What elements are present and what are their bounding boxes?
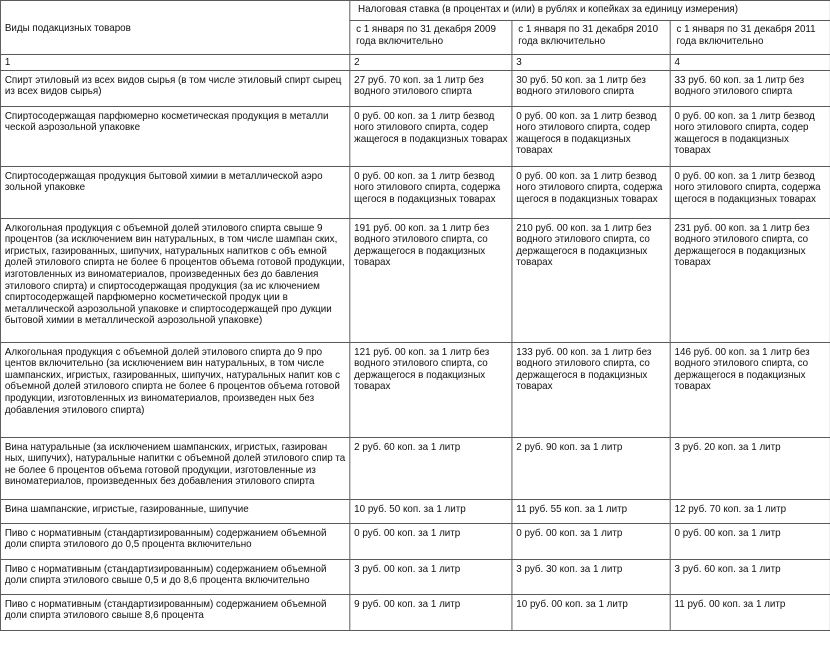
- table-row: [0, 106, 830, 166]
- table-row: [0, 559, 830, 594]
- goods-kind-cell: Пиво с нормативным (стандартизированным) содержанием объемной доли спирта этилового до 0,5 процента включительно: [0, 523, 349, 559]
- rate-cell: 121 руб. 00 коп. за 1 литр без водного этилового спирта, со держащегося в подакцизных товарах: [350, 342, 512, 437]
- rate-cell: 27 руб. 70 коп. за 1 литр без водного этилового спирта: [350, 70, 512, 106]
- rate-cell: 0 руб. 00 коп. за 1 литр безвод ного этилового спирта, содержа щегося в подакцизных товарах: [350, 166, 512, 218]
- rate-cell: 11 руб. 00 коп. за 1 литр: [670, 594, 830, 630]
- rate-cell: 133 руб. 00 коп. за 1 литр без водного этилового спирта, со держащегося в подакцизных товарах: [512, 342, 670, 437]
- rate-cell: 0 руб. 00 коп. за 1 литр: [350, 523, 512, 559]
- rate-cell: 2 руб. 60 коп. за 1 литр: [350, 437, 512, 499]
- rate-cell: 10 руб. 50 коп. за 1 литр: [350, 499, 512, 523]
- rate-cell: 12 руб. 70 коп. за 1 литр: [670, 499, 830, 523]
- rate-cell: 191 руб. 00 коп. за 1 литр без водного этилового спирта, со держащегося в подакцизных товарах: [350, 218, 512, 342]
- goods-kind-cell: Пиво с нормативным (стандартизированным) содержанием объемной доли спирта этилового свыше 0,5 и до 8,6 процента включительно: [0, 559, 349, 594]
- rate-cell: 0 руб. 00 коп. за 1 литр безвод ного этилового спирта, содер жащегося в подакцизных товарах: [670, 106, 830, 166]
- goods-kind-cell: Спиртосодержащая продукция бытовой химии в металлической аэро зольной упаковке: [0, 166, 349, 218]
- goods-kind-cell: Спирт этиловый из всех видов сырья (в том числе этиловый спирт сырец из всех видов сырья): [0, 70, 349, 106]
- rate-cell: 0 руб. 00 коп. за 1 литр: [512, 523, 670, 559]
- rate-cell: 231 руб. 00 коп. за 1 литр без водного этилового спирта, со держащегося в подакцизных товарах: [670, 218, 830, 342]
- table-row: [0, 594, 830, 630]
- goods-kind-cell: Алкогольная продукция с объемной долей этилового спирта до 9 про центов включительно (за исключением вин натуральных, в том числе шампанских, игристых, газированных, шипучих, натуральных напит ков с объемной долей этилового спирта не более 6 процентов объема готовой продукции, изготовленных из виноматериалов, произведен ных без добавления этилового спирта): [0, 342, 349, 437]
- rate-cell: 3 руб. 30 коп. за 1 литр: [512, 559, 670, 594]
- rate-cell: 0 руб. 00 коп. за 1 литр безвод ного этилового спирта, содержа щегося в подакцизных товарах: [670, 166, 830, 218]
- goods-kind-cell: Вина шампанские, игристые, газированные, шипучие: [0, 499, 349, 523]
- period-2011-header: с 1 января по 31 декабря 2011 года включительно: [670, 21, 830, 55]
- goods-kind-cell: Алкогольная продукция с объемной долей этилового спирта свыше 9 процентов (за исключением вин натуральных, в том числе шампан ских, игристых, газированных, шипучих, натуральных напитков с объ емной долей этилового спирта не более 6 процентов объема готовой продукции, изготовленных из виноматериалов, произведенных без до бавления этилового спирта) и спиртосодержащая продукция (за ис ключением спиртосодержащей парфюмерно косметической продук ции в металлической аэрозольной упаковке и спиртосодержащей про дукции бытовой химии в металлической аэрозольной упаковке): [0, 218, 349, 342]
- table-row: [0, 218, 830, 342]
- table-row: [0, 437, 830, 499]
- header-row-top: [0, 1, 830, 21]
- rate-cell: 30 руб. 50 коп. за 1 литр без водного этилового спирта: [512, 70, 670, 106]
- column-number: 4: [670, 55, 830, 71]
- goods-kind-cell: Пиво с нормативным (стандартизированным) содержанием объемной доли спирта этилового свыше 8,6 процента: [0, 594, 349, 630]
- rate-cell: 0 руб. 00 коп. за 1 литр: [670, 523, 830, 559]
- table-row: [0, 70, 830, 106]
- rate-cell: 0 руб. 00 коп. за 1 литр безвод ного этилового спирта, содержа щегося в подакцизных товарах: [512, 166, 670, 218]
- rate-cell: 3 руб. 00 коп. за 1 литр: [350, 559, 512, 594]
- rate-cell: 10 руб. 00 коп. за 1 литр: [512, 594, 670, 630]
- rate-cell: 9 руб. 00 коп. за 1 литр: [350, 594, 512, 630]
- rate-cell: 0 руб. 00 коп. за 1 литр безвод ного этилового спирта, содер жащегося в подакцизных товарах: [512, 106, 670, 166]
- kind-column-header: Виды подакцизных товаров: [0, 1, 349, 55]
- column-number: 3: [512, 55, 670, 71]
- rate-cell: 146 руб. 00 коп. за 1 литр без водного этилового спирта, со держащегося в подакцизных товарах: [670, 342, 830, 437]
- period-2010-header: с 1 января по 31 декабря 2010 года включительно: [512, 21, 670, 55]
- column-number: 1: [0, 55, 349, 71]
- rate-cell: 3 руб. 20 коп. за 1 литр: [670, 437, 830, 499]
- rate-column-header: Налоговая ставка (в процентах и (или) в рублях и копейках за единицу измерения): [350, 1, 830, 21]
- table-row: [0, 499, 830, 523]
- rate-cell: 2 руб. 90 коп. за 1 литр: [512, 437, 670, 499]
- table-row: [0, 523, 830, 559]
- table-row: [0, 166, 830, 218]
- rate-cell: 11 руб. 55 коп. за 1 литр: [512, 499, 670, 523]
- rate-cell: 0 руб. 00 коп. за 1 литр безвод ного этилового спирта, содер жащегося в подакцизных товарах: [350, 106, 512, 166]
- column-number: 2: [350, 55, 512, 71]
- period-2009-header: с 1 января по 31 декабря 2009 года включительно: [350, 21, 512, 55]
- rate-cell: 210 руб. 00 коп. за 1 литр без водного этилового спирта, со держащегося в подакцизных товарах: [512, 218, 670, 342]
- rate-cell: 3 руб. 60 коп. за 1 литр: [670, 559, 830, 594]
- goods-kind-cell: Спиртосодержащая парфюмерно косметическая продукция в металли ческой аэрозольной упаковке: [0, 106, 349, 166]
- goods-kind-cell: Вина натуральные (за исключением шампанских, игристых, газирован ных, шипучих), натуральные напитки с объемной долей этилового спир та не более 6 процентов объема готовой продукции, изготовленные из виноматериалов, произведенных без добавления этилового спирта: [0, 437, 349, 499]
- table-row: [0, 342, 830, 437]
- rate-cell: 33 руб. 60 коп. за 1 литр без водного этилового спирта: [670, 70, 830, 106]
- column-number-row: [0, 55, 830, 71]
